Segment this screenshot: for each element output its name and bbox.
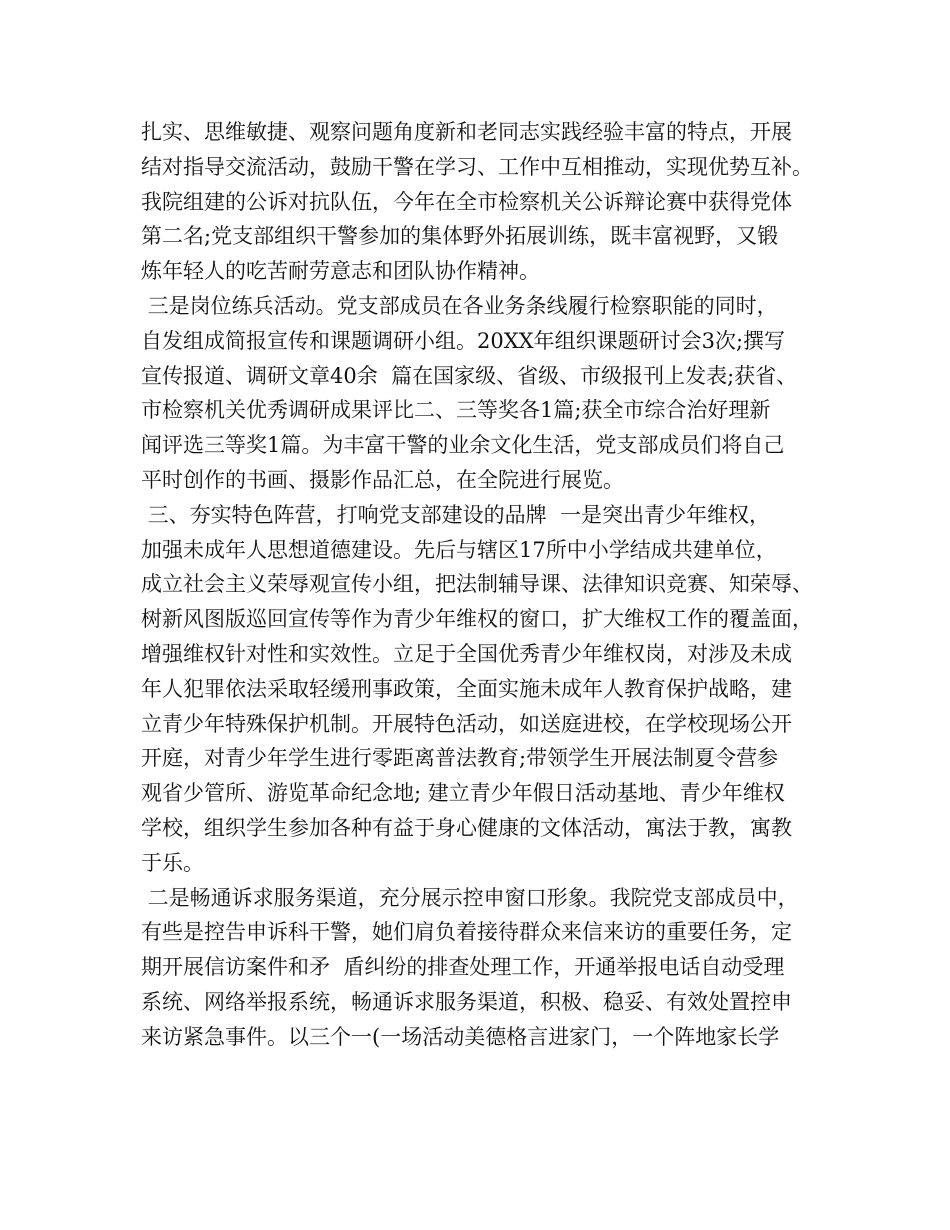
text-line: 扎实、思维敏捷、观察问题角度新和老同志实践经验丰富的特点，开展: [141, 120, 792, 144]
text-line: 自发组成简报宣传和课题调研小组。20XX年组织课题研讨会3次;撰写: [141, 328, 786, 353]
text-line: 我院组建的公诉对抗队伍，今年在全市检察机关公诉辩论赛中获得党体: [141, 189, 792, 214]
text-line: 平时创作的书画、摄影作品汇总，在全院进行展览。: [141, 467, 624, 492]
text-line: 有些是控告申诉科干警，她们肩负着接待群众来信来访的重要任务，定: [141, 920, 792, 945]
text-line: 学校，组织学生参加各种有益于身心健康的文体活动，寓法于教，寓教: [141, 815, 792, 840]
text-line: 炼年轻人的吃苦耐劳意志和团队协作精神。: [141, 259, 540, 284]
text-line: 于乐。: [141, 850, 204, 875]
text-line: 树新风图版巡回宣传等作为青少年维权的窗口，扩大维权工作的覆盖面，: [141, 607, 813, 632]
text-line: 三是岗位练兵活动。党支部成员在各业务条线履行检察职能的同时，: [141, 293, 778, 318]
text-line: 加强未成年人思想道德建设。先后与辖区17所中小学结成共建单位，: [141, 537, 777, 562]
text-line: 立青少年特殊保护机制。开展特色活动，如送庭进校，在学校现场公开: [141, 711, 792, 736]
text-line: 系统、网络举报系统，畅通诉求服务渠道，积极、稳妥、有效处置控申: [141, 989, 792, 1014]
text-line: 第二名;党支部组织干警参加的集体野外拓展训练，既丰富视野，又锻: [141, 224, 779, 249]
text-line: 期开展信访案件和矛 盾纠纷的排查处理工作，开通举报电话自动受理: [141, 955, 785, 980]
text-line: 成立社会主义荣辱观宣传小组，把法制辅导课、法律知识竞赛、知荣辱、: [141, 572, 813, 597]
text-line: 结对指导交流活动，鼓励干警在学习、工作中互相推动，实现优势互补。: [141, 154, 813, 179]
text-line: 二是畅通诉求服务渠道，充分展示控申窗口形象。我院党支部成员中，: [141, 885, 799, 910]
text-line: 增强维权针对性和实效性。立足于全国优秀青少年维权岗，对涉及未成: [141, 641, 792, 666]
text-line: 三、夯实特色阵营，打响党支部建设的品牌 一是突出青少年维权，: [141, 502, 771, 527]
text-line: 开庭，对青少年学生进行零距离普法教育;带领学生开展法制夏令营参: [141, 746, 779, 771]
body-text: [141, 115, 831, 1055]
text-line: 市检察机关优秀调研成果评比二、三等奖各1篇;获全市综合治好理新: [141, 398, 771, 423]
text-line: 闻评选三等奖1篇。为丰富干警的业余文化生活，党支部成员们将自己: [141, 433, 785, 458]
text-line: 观省少管所、游览革命纪念地; 建立青少年假日活动基地、青少年维权: [141, 781, 785, 806]
text-line: 年人犯罪依法采取轻缓刑事政策，全面实施未成年人教育保护战略，建: [141, 676, 792, 701]
text-line: 来访紧急事件。以三个一(一场活动美德格言进家门，一个阵地家长学: [141, 1024, 780, 1049]
text-line: 宣传报道、调研文章40余 篇在国家级、省级、市级报刊上发表;获省、: [141, 363, 798, 388]
